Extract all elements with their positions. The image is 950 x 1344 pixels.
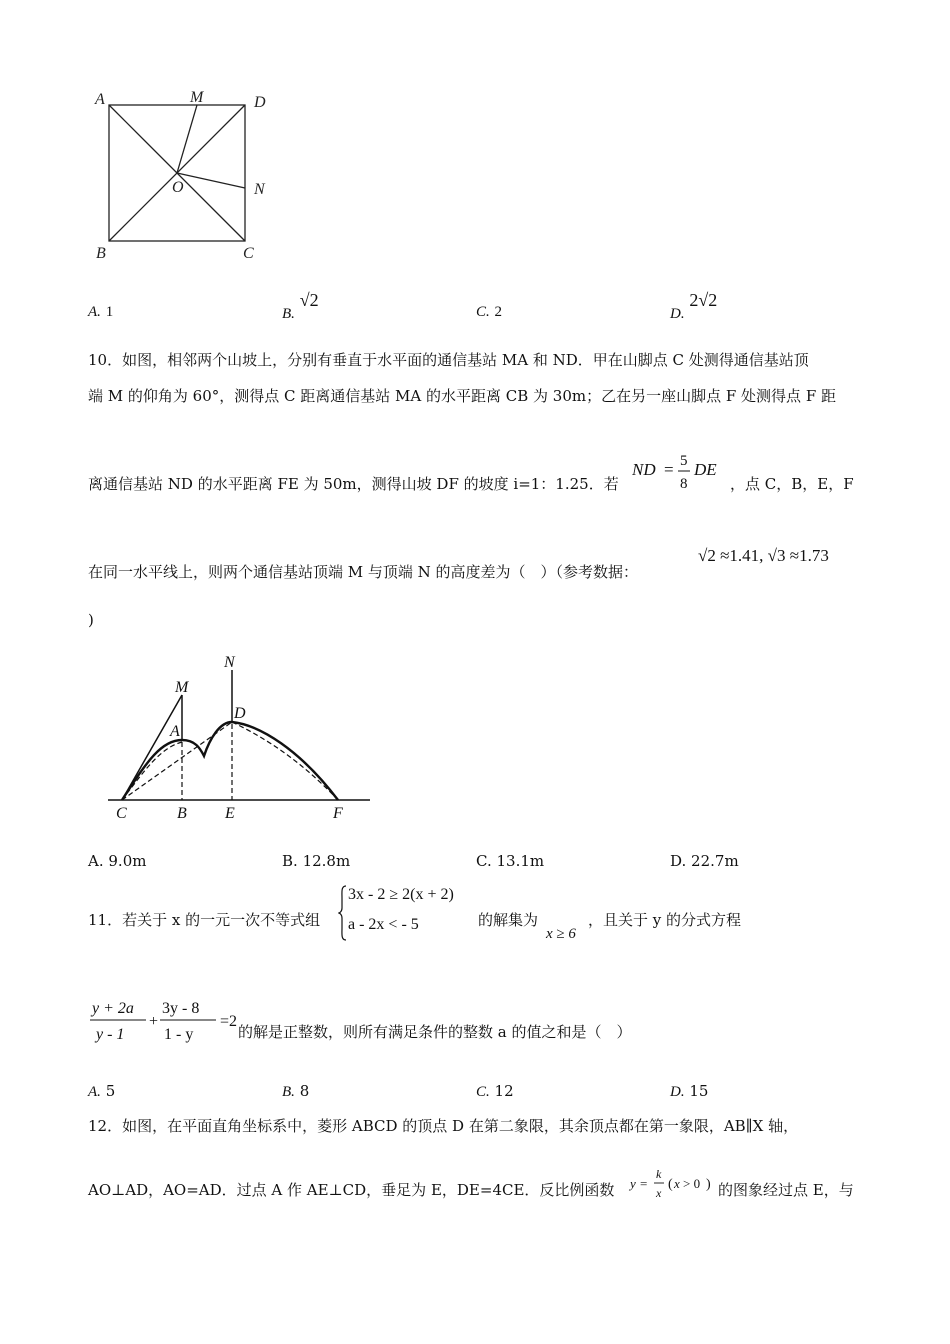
svg-text:ND: ND <box>632 460 656 479</box>
svg-text:): ) <box>706 1177 711 1192</box>
svg-text:3y - 8: 3y - 8 <box>162 1000 200 1017</box>
svg-text:y + 2a: y + 2a <box>92 1000 134 1017</box>
label-E2: E <box>225 805 235 822</box>
q11-line1-end: ，且关于 y 的分式方程 <box>588 911 742 929</box>
q11-option-b: B. 8 <box>282 1082 310 1100</box>
label-N2: N <box>224 654 235 671</box>
q10-option-b: B. 12.8m <box>282 852 351 870</box>
svg-text:=: = <box>640 1176 648 1191</box>
q10-line2: 端 M 的仰角为 60°，测得点 C 距离通信基站 MA 的水平距离 CB 为 30m；乙在另一座山脚点 F 处测得点 F 距 <box>88 387 836 405</box>
label-A2: A <box>170 723 180 740</box>
svg-text:=: = <box>664 460 674 479</box>
svg-text:5: 5 <box>680 453 688 469</box>
q10-reference-data: √2 ≈1.41, √3 ≈1.73 <box>698 546 829 565</box>
q12-inverse-function <box>628 1164 720 1214</box>
square-figure <box>90 84 280 264</box>
svg-text:DE: DE <box>694 460 717 479</box>
svg-text:1 - y: 1 - y <box>164 1026 194 1043</box>
q11-inequality-system <box>338 884 478 942</box>
svg-text:y: y <box>630 1176 636 1191</box>
q10-line3: 离通信基站 ND 的水平距离 FE 为 50m，测得山坡 DF 的坡度 i=1：1.25．若 <box>88 475 619 493</box>
label-C2: C <box>116 805 127 822</box>
q11-option-c: C. 12 <box>476 1082 514 1100</box>
q11-inequality-2: a - 2x < - 5 <box>348 916 419 933</box>
q10-number: 10 <box>88 351 108 369</box>
label-M: M <box>190 89 204 106</box>
svg-text:x: x <box>674 1176 680 1191</box>
q11-number: 11 <box>88 911 108 929</box>
q9-option-d: D. 2√2 <box>670 290 718 322</box>
label-D2: D <box>234 705 246 722</box>
svg-text:+: + <box>149 1013 159 1030</box>
label-B: B <box>96 245 106 262</box>
q12-line2-end: 的图象经过点 E，与 <box>718 1181 854 1199</box>
q10-line3-end: ，点 C，B，E，F <box>730 475 854 493</box>
q11-option-a: A. 5 <box>88 1082 116 1100</box>
svg-text:> 0: > 0 <box>683 1176 701 1191</box>
svg-text:x: x <box>656 1186 662 1200</box>
q9-option-c: C. 2 <box>476 304 503 320</box>
q11-line1-mid: 的解集为 <box>478 911 539 929</box>
q10-line5: ) <box>88 611 94 629</box>
q10-option-c: C. 13.1m <box>476 852 545 870</box>
q12-line1: 12．如图，在平面直角坐标系中，菱形 ABCD 的顶点 D 在第二象限，其余顶点都在第一象限，AB∥X 轴， <box>88 1117 799 1135</box>
q11-fraction-equation <box>88 996 238 1050</box>
q11-line2: 的解是正整数，则所有满足条件的整数 a 的值之和是（ ） <box>238 1023 632 1041</box>
q10-option-d: D. 22.7m <box>670 852 739 870</box>
q11-line1: 11．若关于 x 的一元一次不等式组 <box>88 911 321 929</box>
label-C: C <box>243 245 254 262</box>
label-O: O <box>172 179 184 196</box>
q11-solution-set: x ≥ 6 <box>546 926 576 942</box>
q11-option-d: D. 15 <box>670 1082 709 1100</box>
mountain-figure <box>100 650 380 830</box>
svg-text:(: ( <box>668 1177 673 1192</box>
svg-text:=2: =2 <box>220 1013 238 1030</box>
q10-option-a: A. 9.0m <box>88 852 147 870</box>
label-B2: B <box>177 805 187 822</box>
label-D: D <box>254 94 266 111</box>
svg-text:8: 8 <box>680 476 688 492</box>
q10-formula <box>632 448 732 502</box>
svg-text:y - 1: y - 1 <box>96 1026 125 1043</box>
label-A: A <box>95 91 105 108</box>
q12-number: 12 <box>88 1117 108 1135</box>
label-N: N <box>254 181 265 198</box>
q10-line1: 10．如图，相邻两个山坡上，分别有垂直于水平面的通信基站 MA 和 ND．甲在山脚点 C 处测得通信基站顶 <box>88 351 809 369</box>
label-F2: F <box>333 805 343 822</box>
q9-option-a: A. 1 <box>88 304 114 320</box>
q12-line2: AO⊥AD，AO=AD．过点 A 作 AE⊥CD，垂足为 E，DE=4CE．反比例函数 <box>88 1181 615 1199</box>
q10-line4: 在同一水平线上，则两个通信基站顶端 M 与顶端 N 的高度差为（ ）（参考数据： <box>88 563 639 581</box>
q11-inequality-1: 3x - 2 ≥ 2(x + 2) <box>348 886 454 903</box>
svg-text:k: k <box>656 1167 662 1181</box>
q9-option-b: B. √2 <box>282 290 319 322</box>
label-M2: M <box>175 679 189 696</box>
